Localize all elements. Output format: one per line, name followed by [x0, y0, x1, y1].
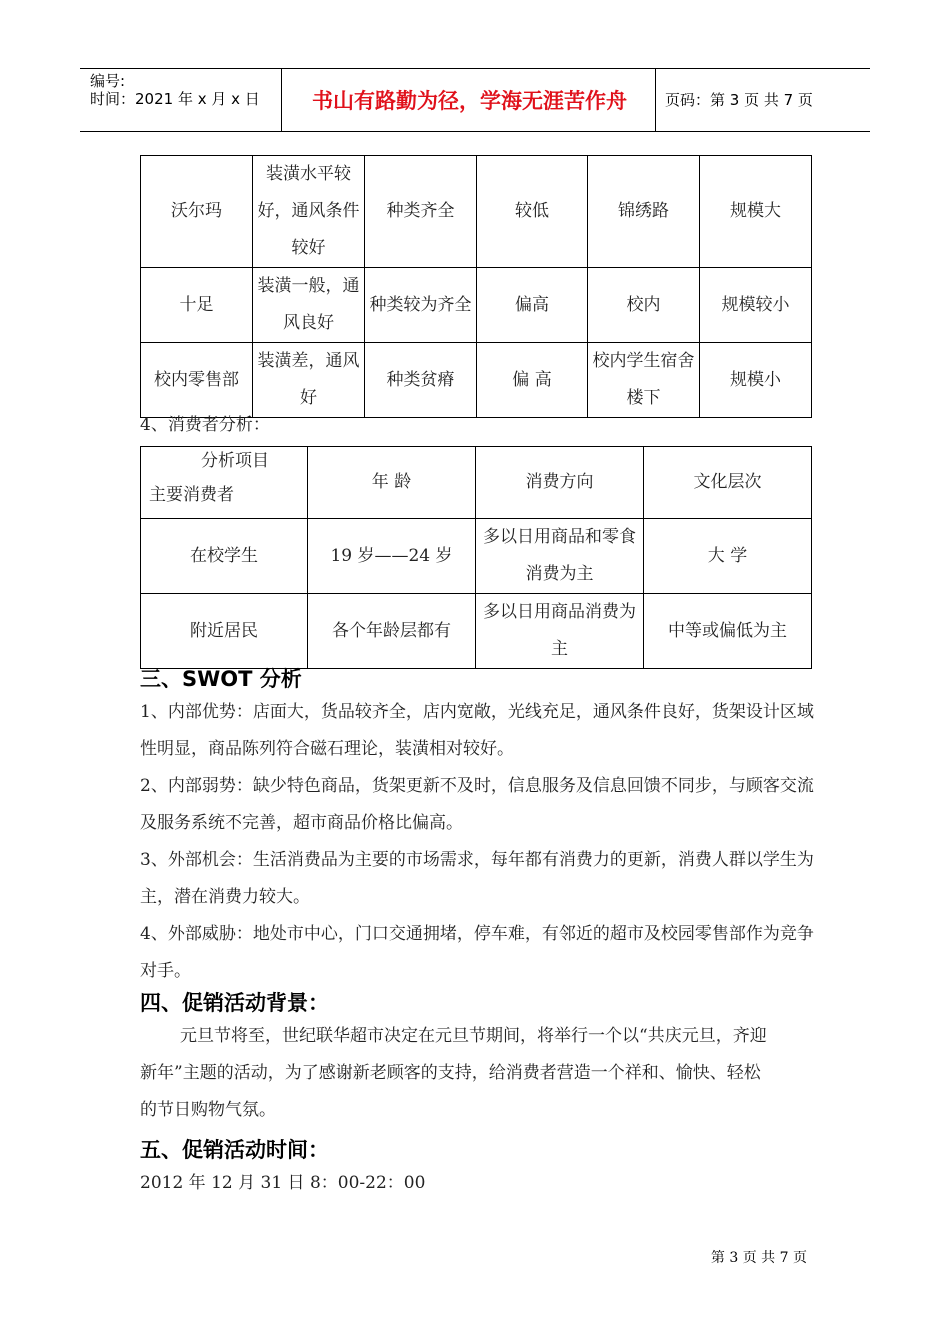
- swot-heading: 三、SWOT 分析: [140, 667, 302, 691]
- table-cell: 种类贫瘠: [365, 343, 477, 418]
- table-cell: 各个年龄层都有: [308, 594, 476, 669]
- swot-item: 3、外部机会：生活消费品为主要的市场需求，每年都有消费力的更新，消费人群以学生为主，潜在消费力较大。: [140, 850, 814, 907]
- table-row: [141, 519, 812, 594]
- table-cell: 在校学生: [141, 519, 308, 594]
- table-cell: 多以日用商品和零食消费为主: [476, 519, 644, 594]
- consumer-table: [140, 446, 812, 669]
- diagonal-header-cell: [141, 447, 308, 519]
- diag-header-top: 分析项目: [201, 451, 269, 471]
- table-row: [141, 343, 812, 418]
- diag-header-bottom: 主要消费者: [149, 485, 234, 505]
- table-cell: 规模大: [700, 156, 812, 268]
- table-cell: 校内学生宿舍楼下: [588, 343, 700, 418]
- page-header: [80, 68, 870, 132]
- consumer-analysis-label: 4、消费者分析：: [140, 415, 270, 435]
- table-cell: 规模较小: [700, 268, 812, 343]
- table-cell: 19 岁——24 岁: [308, 519, 476, 594]
- swot-list: [140, 694, 820, 990]
- swot-item: 1、内部优势：店面大，货品较齐全，店内宽敞，光线充足，通风条件良好，货架设计区域性明显，商品陈列符合磁石理论，装潢相对较好。: [140, 702, 814, 759]
- background-heading: 四、促销活动背景：: [140, 991, 329, 1015]
- table-cell: 校内: [588, 268, 700, 343]
- table-cell: 多以日用商品消费为主: [476, 594, 644, 669]
- header-divider: [281, 69, 282, 131]
- table-row: [141, 156, 812, 268]
- table-cell: 规模小: [700, 343, 812, 418]
- swot-item: 4、外部威胁：地处市中心，门口交通拥堵，停车难，有邻近的超市及校园零售部作为竞争对手。: [140, 924, 814, 981]
- table-header-row: [141, 447, 812, 519]
- table-cell: 偏高: [477, 268, 588, 343]
- table-cell: 种类较为齐全: [365, 268, 477, 343]
- table-cell: 校内零售部: [141, 343, 253, 418]
- table-cell: 装潢差，通风好: [253, 343, 365, 418]
- swot-item: 2、内部弱势：缺少特色商品，货架更新不及时，信息服务及信息回馈不同步，与顾客交流及服务系统不完善，超市商品价格比偏高。: [140, 776, 814, 833]
- column-header: 文化层次: [644, 447, 812, 519]
- header-motto: 书山有路勤为径，学海无涯苦作舟: [312, 89, 627, 113]
- table-row: [141, 268, 812, 343]
- header-divider: [655, 69, 656, 131]
- table-cell: 较低: [477, 156, 588, 268]
- table-row: [141, 594, 812, 669]
- number-label: 编号:: [90, 72, 126, 90]
- table-cell: 中等或偏低为主: [644, 594, 812, 669]
- table-cell: 装潢一般，通风良好: [253, 268, 365, 343]
- table-cell: 种类齐全: [365, 156, 477, 268]
- table-cell: 偏 高: [477, 343, 588, 418]
- table-cell: 十足: [141, 268, 253, 343]
- table-cell: 大 学: [644, 519, 812, 594]
- table-cell: 附近居民: [141, 594, 308, 669]
- time-text: 2012 年 12 月 31 日 8：00-22：00: [140, 1173, 426, 1193]
- column-header: 消费方向: [476, 447, 644, 519]
- background-text-block: [140, 1018, 770, 1129]
- column-header: 年 龄: [308, 447, 476, 519]
- competitor-table: [140, 155, 812, 418]
- time-label: 时间：2021 年 x 月 x 日: [90, 90, 260, 108]
- background-text: 元旦节将至，世纪联华超市决定在元旦节期间，将举行一个以“共庆元旦，齐迎新年”主题的活动，为了感谢新老顾客的支持，给消费者营造一个祥和、愉快、轻松的节日购物气氛。: [140, 1026, 767, 1120]
- table-cell: 锦绣路: [588, 156, 700, 268]
- time-heading: 五、促销活动时间：: [140, 1138, 329, 1162]
- header-meta: [90, 72, 260, 108]
- table-cell: 沃尔玛: [141, 156, 253, 268]
- header-page-info: 页码：第 3 页 共 7 页: [665, 91, 813, 109]
- table-cell: 装潢水平较好，通风条件较好: [253, 156, 365, 268]
- page-footer: 第 3 页 共 7 页: [710, 1250, 807, 1266]
